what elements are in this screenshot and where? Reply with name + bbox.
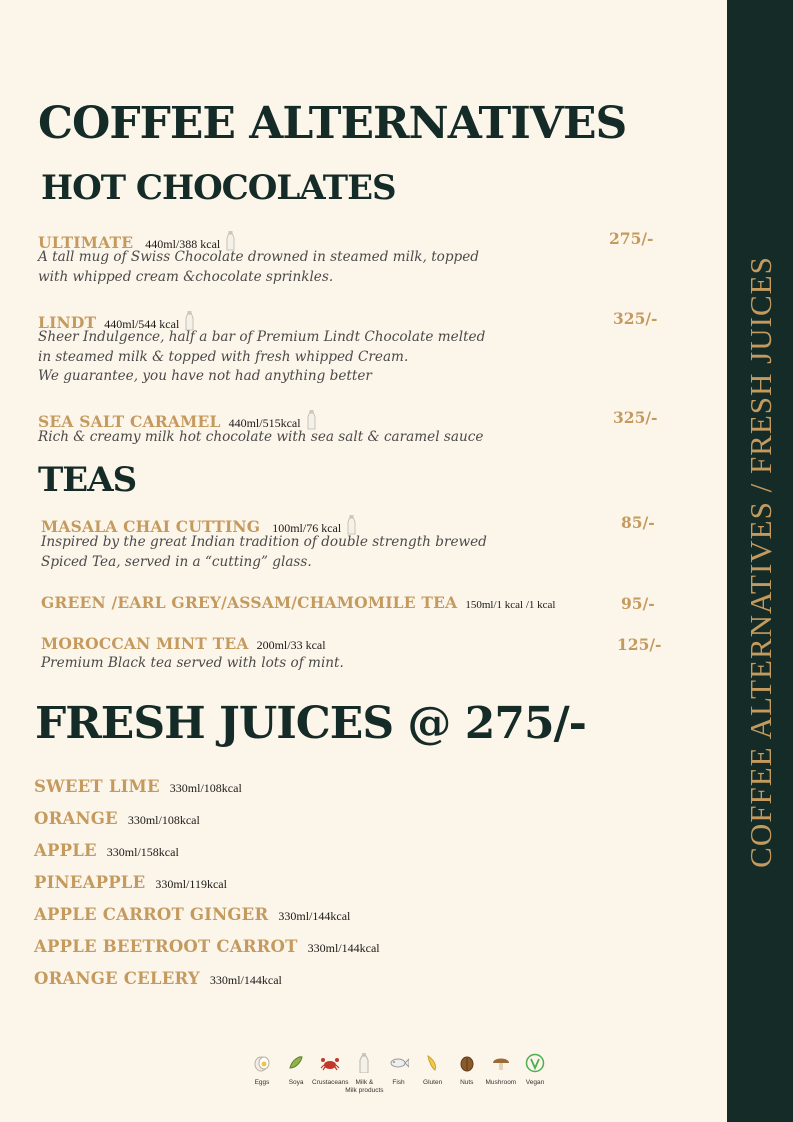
milk-bottle-icon (347, 515, 356, 535)
allergen-milk: Milk & Milk products (348, 1053, 380, 1103)
section-heading-hot-chocolates: HOT CHOCOLATES (41, 168, 396, 208)
item-name: ORANGE CELERY (34, 969, 200, 988)
item-name: ULTIMATE (38, 233, 134, 252)
item-price: 325/- (613, 408, 658, 427)
item-description: Sheer Indulgence, half a bar of Premium Lindt Chocolate melted in steamed milk & topped with fresh whipped Cream. We guarantee, you have not had anything better (38, 329, 486, 384)
item-calories: 330ml/144kcal (307, 941, 380, 955)
item-name: ORANGE (34, 809, 118, 828)
item-name: LINDT (38, 313, 97, 332)
item-description: A tall mug of Swiss Chocolate drowned in steamed milk, topped with whipped cream &chocolate sprinkles. (38, 249, 479, 285)
allergen-gluten: Gluten (417, 1053, 449, 1103)
item-calories: 200ml/33 kcal (256, 638, 326, 652)
item-description: Inspired by the great Indian tradition of double strength brewed Spiced Tea, served in a “cutting” glass. (41, 534, 487, 570)
juice-item-sweet-lime (34, 777, 242, 796)
vegan-icon (525, 1053, 545, 1073)
juice-item-pineapple (34, 873, 227, 892)
sidebar-title: COFFEE ALTERNATIVES / FRESH JUICES (743, 256, 778, 868)
allergen-soya: Soya (280, 1053, 312, 1103)
item-calories: 330ml/108kcal (127, 813, 200, 827)
allergen-legend (246, 1053, 551, 1103)
item-name: MOROCCAN MINT TEA (41, 634, 249, 653)
juice-item-apple-carrot-ginger (34, 905, 350, 924)
allergen-crustaceans: Crustaceans (314, 1053, 346, 1103)
item-description: Premium Black tea served with lots of mint. (41, 655, 344, 671)
allergen-nuts: Nuts (451, 1053, 483, 1103)
item-name: SWEET LIME (34, 777, 160, 796)
mushroom-icon (491, 1053, 511, 1073)
soya-icon (286, 1053, 306, 1073)
item-name: PINEAPPLE (34, 873, 146, 892)
section-heading-fresh-juices: FRESH JUICES @ 275/- (35, 698, 586, 749)
allergen-mushroom: Mushroom (485, 1053, 517, 1103)
menu-item-green-tea (41, 593, 555, 612)
juice-item-orange-celery (34, 969, 282, 988)
item-calories: 440ml/388 kcal (145, 237, 221, 251)
item-name: APPLE CARROT GINGER (34, 905, 269, 924)
item-calories: 330ml/108kcal (169, 781, 242, 795)
item-price: 85/- (621, 513, 655, 532)
milk-bottle-icon (307, 410, 316, 430)
allergen-fish: Fish (383, 1053, 415, 1103)
item-price: 125/- (617, 635, 662, 654)
allergen-vegan: Vegan (519, 1053, 551, 1103)
item-price: 95/- (621, 594, 655, 613)
item-description: Rich & creamy milk hot chocolate with sea salt & caramel sauce (38, 429, 484, 445)
item-name: APPLE (34, 841, 97, 860)
item-calories: 330ml/158kcal (106, 845, 179, 859)
juice-item-apple-beetroot-carrot (34, 937, 380, 956)
item-calories: 330ml/119kcal (155, 877, 227, 891)
item-name: SEA SALT CARAMEL (38, 412, 221, 431)
item-calories: 440ml/515kcal (228, 416, 301, 430)
item-price: 325/- (613, 309, 658, 328)
gluten-icon (423, 1053, 443, 1073)
item-price: 275/- (609, 229, 654, 248)
milk-bottle-icon (354, 1053, 374, 1073)
egg-icon (252, 1053, 272, 1073)
fish-icon (389, 1053, 409, 1073)
item-name: MASALA CHAI CUTTING (41, 517, 261, 536)
nut-icon (457, 1053, 477, 1073)
item-calories: 100ml/76 kcal (272, 521, 342, 535)
item-calories: 150ml/1 kcal /1 kcal (465, 599, 556, 611)
allergen-eggs: Eggs (246, 1053, 278, 1103)
juice-item-orange (34, 809, 200, 828)
menu-item-moroccan-mint-tea (41, 634, 326, 653)
item-calories: 440ml/544 kcal (104, 317, 180, 331)
juice-item-apple (34, 841, 179, 860)
item-name: GREEN /EARL GREY/ASSAM/CHAMOMILE TEA (41, 593, 458, 612)
section-heading-teas: TEAS (38, 460, 137, 500)
page-title: COFFEE ALTERNATIVES (38, 98, 627, 149)
item-calories: 330ml/144kcal (209, 973, 282, 987)
item-calories: 330ml/144kcal (278, 909, 351, 923)
crab-icon (320, 1053, 340, 1073)
item-name: APPLE BEETROOT CARROT (34, 937, 298, 956)
